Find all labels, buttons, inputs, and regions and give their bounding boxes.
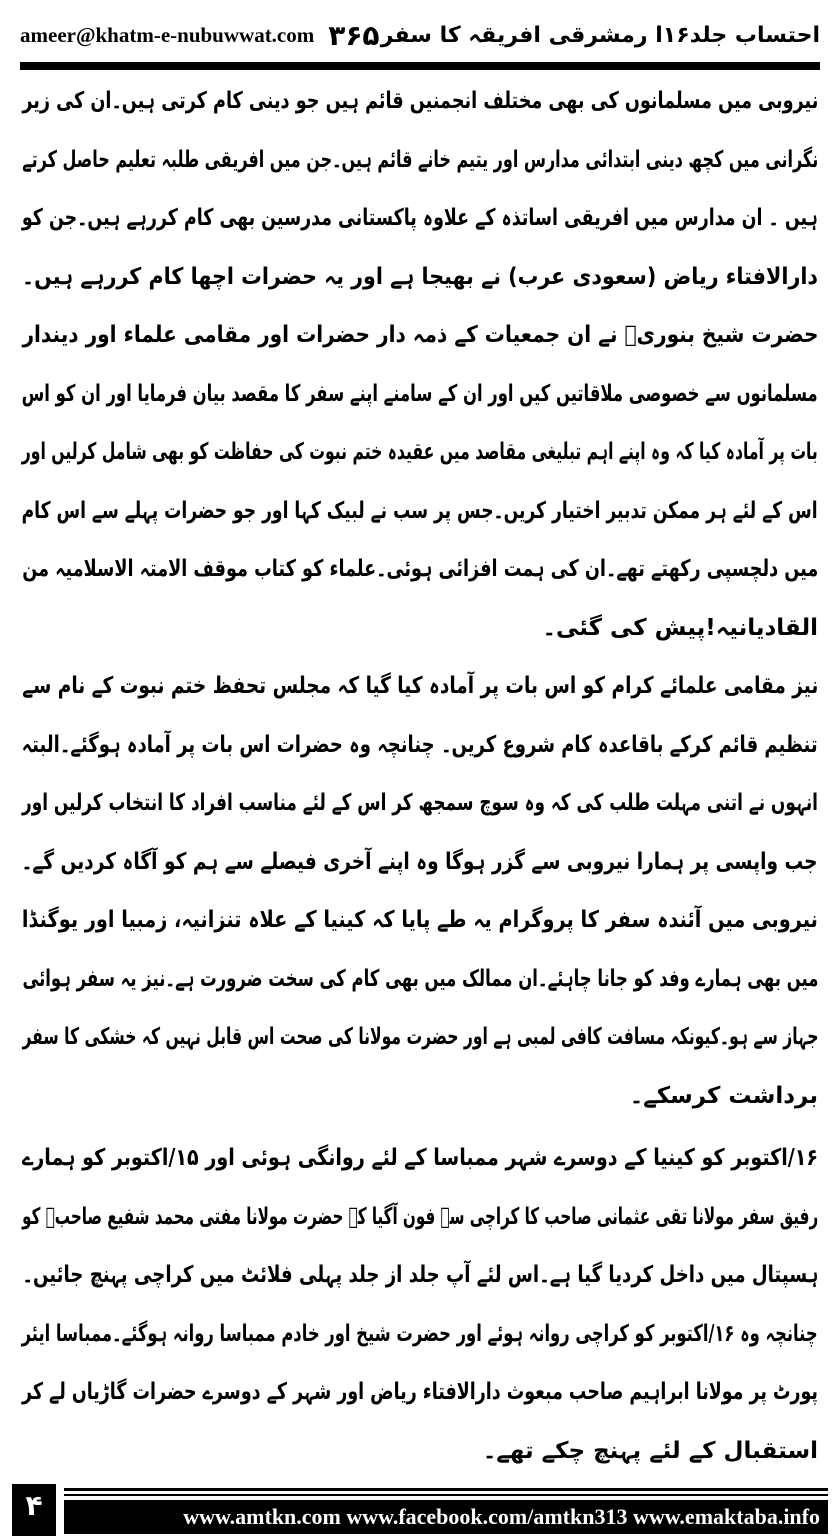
text-line-content: برداشت کرسکے۔ [629, 1082, 818, 1109]
text-line-content: رفیق سفر مولانا تقی عثمانی صاحب کا کراچی سے فون آگیا کہ حضرت مولانا مفتی محمد شفیع صاحبؒ کو [22, 1203, 818, 1230]
text-line [22, 1129, 818, 1188]
page-body [22, 72, 818, 1480]
text-line [22, 1246, 818, 1305]
text-line-content: پورٹ پر مولانا ابراہیم صاحب مبعوث دارالافتاء ریاض اور شہر کے دوسرے حضرات گاڑیاں لے کر [22, 1379, 818, 1405]
text-line [22, 306, 818, 365]
page-header [20, 12, 820, 58]
text-line-content: مسلمانوں سے خصوصی ملاقاتیں کیں اور ان کے سامنے اپنے سفر کا مقصد بیان فرمایا اور ان کو اس [22, 380, 818, 407]
text-line [22, 189, 818, 248]
text-line [22, 599, 818, 658]
text-line-content: استقبال کے لئے پہنچ چکے تھے۔ [482, 1437, 818, 1464]
text-line [22, 1188, 818, 1247]
text-line [22, 1305, 818, 1364]
text-line [22, 716, 818, 775]
text-line [22, 1008, 818, 1067]
text-line-content: میں بھی ہمارے وفد کو جانا چاہئے۔ان ممالک میں بھی کام کی سخت ضرورت ہے۔نیز یہ سفر ہوائی [22, 965, 818, 992]
text-line-content: ۱۶/اکتوبر کو کینیا کے دوسرے شہر ممباسا کے لئے روانگی ہوئی اور ۱۵/اکتوبر کو ہمارے [22, 1145, 818, 1171]
text-line-content: میں دلچسپی رکھتے تھے۔ان کی ہمت افزائی ہوئی۔علماء کو کتاب موقف الامتہ الاسلامیہ من [22, 556, 818, 582]
text-line [22, 1067, 818, 1126]
text-line-content: اس کے لئے ہر ممکن تدبیر اختیار کریں۔جس پر سب نے لبیک کہا اور جو حضرات پہلے سے اس کام [22, 497, 818, 524]
text-line-content: جہاز سے ہو۔کیونکہ مسافت کافی لمبی ہے اور حضرت مولانا کی صحت اس قابل نہیں کہ خشکی کا سفر [22, 1024, 818, 1050]
header-email: ameer@khatm-e-nubuwwat.com [20, 22, 315, 47]
footer-rule [64, 1494, 828, 1496]
text-line [22, 482, 818, 541]
text-line-content: بات پر آمادہ کیا کہ وہ اپنے اہم تبلیغی مقاصد میں عقیدہ ختم نبوت کی حفاظت کو بھی شامل کرلیں اور [22, 439, 818, 465]
text-line [22, 365, 818, 424]
text-line [22, 950, 818, 1009]
text-line [22, 248, 818, 307]
text-line [22, 1363, 818, 1422]
text-line-content: نیروبی میں آئندہ سفر کا پروگرام یہ طے پایا کہ کینیا کے علاہ تنزانیہ، زمبیا اور یوگنڈا [22, 907, 818, 933]
text-line-content: ہیں ۔ ان مدارس میں افریقی اساتذہ کے علاوہ پاکستانی مدرسین بھی کام کررہے ہیں۔جن کو [22, 205, 818, 231]
text-line [22, 1422, 818, 1481]
footer-number: ۴ [12, 1484, 56, 1536]
footer-rule [64, 1488, 828, 1491]
text-line-content: انہوں نے اتنی مہلت طلب کی کہ وہ سوچ سمجھ کر اس کے لئے مناسب افراد کا انتخاب کرلیں اور [22, 790, 818, 816]
text-line-content: نگرانی میں کچھ دینی ابتدائی مدارس اور یتیم خانے قائم ہیں۔جن میں افریقی طلبہ تعلیم حاصل کرتے [22, 146, 818, 173]
text-line [22, 891, 818, 950]
text-line-content: تنظیم قائم کرکے باقاعدہ کام شروع کریں۔ چنانچہ وہ حضرات اس بات پر آمادہ ہوگئے۔البتہ [22, 731, 818, 758]
text-line [22, 833, 818, 892]
page-number: ۳۶۵ [328, 18, 380, 52]
text-line [22, 657, 818, 716]
footer-links: www.amtkn.com www.facebook.com/amtkn313 www.emaktaba.info [64, 1500, 828, 1534]
text-line-content: ہسپتال میں داخل کردیا گیا ہے۔اس لئے آپ جلد از جلد پہلی فلائٹ میں کراچی پہنچ جائیں۔ [22, 1262, 818, 1288]
header-rule [20, 62, 820, 70]
text-line-content: القادیانیہ!پیش کی گئی۔ [542, 614, 818, 641]
text-line-content: دارالافتاء ریاض (سعودی عرب) نے بھیجا ہے اور یہ حضرات اچھا کام کررہے ہیں۔ [22, 263, 818, 290]
text-line-content: حضرت شیخ بنوریؒ نے ان جمعیات کے ذمہ دار حضرات اور مقامی علماء اور دیندار [22, 322, 818, 348]
text-line-content: نیز مقامی علمائے کرام کو اس بات پر آمادہ کیا گیا کہ مجلس تحفظ ختم نبوت کے نام سے [22, 673, 818, 699]
text-line [22, 540, 818, 599]
text-line [22, 423, 818, 482]
text-line-content: نیروبی میں مسلمانوں کی بھی مختلف انجمنیں قائم ہیں جو دینی کام کرتی ہیں۔ان کی زیر [22, 88, 818, 114]
text-line-content: جب واپسی پر ہمارا نیروبی سے گزر ہوگا وہ اپنے آخری فیصلے سے ہم کو آگاہ کردیں گے۔ [22, 848, 818, 875]
text-line [22, 131, 818, 190]
text-line [22, 774, 818, 833]
running-title: احتساب جلد۱۶ا رمشرقی افریقہ کا سفر [380, 22, 820, 48]
text-line-content: چنانچہ وہ ۱۶/اکتوبر کو کراچی روانہ ہوئے اور حضرت شیخ اور خادم ممباسا روانہ ہوگئے۔ممباسا ایئر [22, 1320, 818, 1347]
text-line [22, 72, 818, 131]
